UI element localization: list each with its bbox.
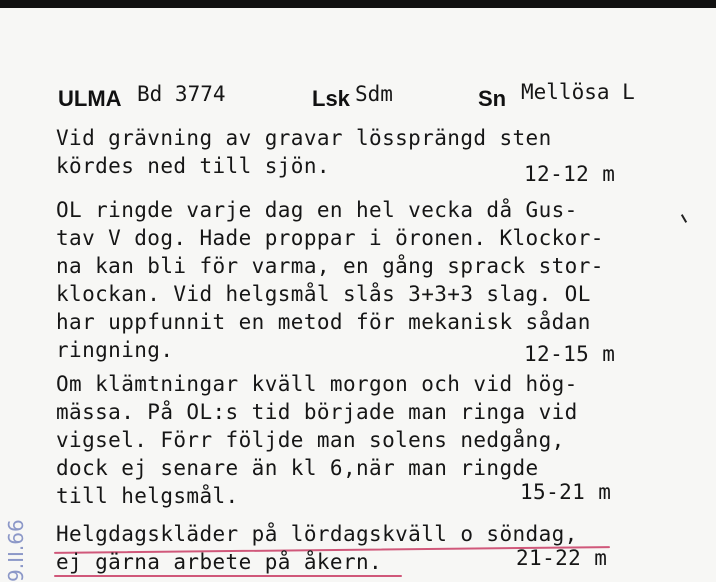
lsk-value: Sdm — [355, 82, 393, 106]
entry-4-underline-2 — [54, 575, 402, 577]
entry-3-reference: 15-21 m — [520, 480, 612, 504]
entry-4-line-1: Helgdagskläder på lördagskväll o söndag, — [56, 522, 578, 546]
entry-3-line-1: Om klämtningar kväll morgon och vid hög- — [56, 372, 578, 396]
entry-2-line-5: har uppfunnit en metod för mekanisk sådan — [56, 310, 591, 334]
entry-2-line-2: tav V dog. Hade proppar i öronen. Klockor- — [56, 226, 604, 250]
ulma-number: Bd 3774 — [137, 82, 226, 106]
sn-value: Mellösa L — [521, 80, 635, 104]
entry-1-reference: 12-12 m — [524, 162, 616, 186]
margin-tick-mark — [681, 214, 687, 223]
entry-3-line-4: dock ej senare än kl 6,när man ringde — [56, 456, 539, 480]
entry-2-line-1: OL ringde varje dag en hel vecka då Gus- — [56, 198, 578, 222]
sn-label: Sn — [478, 86, 507, 111]
lsk-label: Lsk — [312, 86, 350, 111]
entry-1-line-1: Vid grävning av gravar lössprängd sten — [56, 126, 552, 150]
entry-4-reference: 21-22 m — [516, 546, 608, 570]
entry-2-line-4: klockan. Vid helgsmål slås 3+3+3 slag. OL — [56, 282, 591, 306]
entry-3-line-2: mässa. På OL:s tid började man ringa vid — [56, 400, 578, 424]
ulma-label: ULMA — [58, 86, 122, 111]
entry-3-line-3: vigsel. Förr följde man solens nedgång, — [56, 428, 565, 452]
entry-2-line-3: na kan bli för varma, en gång sprack stor- — [56, 254, 604, 278]
entry-3-line-5: till helgsmål. — [56, 484, 239, 508]
entry-1-line-2: kördes ned till sjön. — [56, 154, 330, 178]
entry-4-line-2: ej gärna arbete på åkern. — [56, 550, 383, 574]
margin-date-note: 9.II.66 — [4, 519, 28, 582]
archive-card — [0, 8, 716, 582]
entry-2-line-6: ringning. — [56, 338, 174, 362]
entry-2-reference: 12-15 m — [524, 342, 616, 366]
